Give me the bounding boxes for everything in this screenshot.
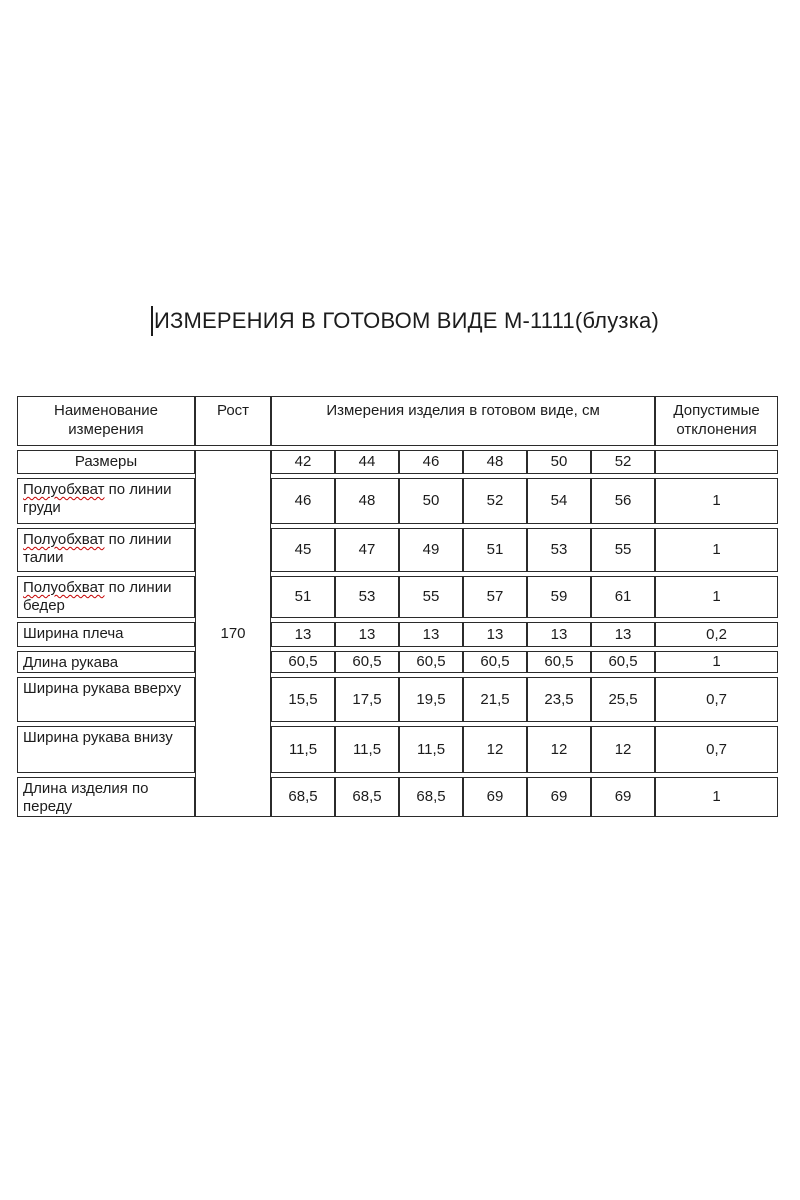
size-value-cell[interactable]: 21,5 bbox=[463, 677, 527, 722]
col-header-measurement-name[interactable]: Наименование измерения bbox=[17, 396, 195, 446]
size-value-cell[interactable]: 12 bbox=[463, 726, 527, 773]
size-value-cell[interactable]: 60,5 bbox=[399, 651, 463, 673]
size-value-cell[interactable]: 69 bbox=[463, 777, 527, 817]
tolerance-cell[interactable]: 0,2 bbox=[655, 622, 778, 647]
tolerance-cell[interactable]: 1 bbox=[655, 528, 778, 572]
size-value-cell[interactable]: 61 bbox=[591, 576, 655, 618]
size-value-cell[interactable]: 25,5 bbox=[591, 677, 655, 722]
size-value-cell[interactable]: 13 bbox=[463, 622, 527, 647]
size-value-cell[interactable]: 13 bbox=[271, 622, 335, 647]
size-value-cell[interactable]: 17,5 bbox=[335, 677, 399, 722]
measurement-label-text: Ширина рукава внизу bbox=[23, 729, 173, 746]
page-title[interactable]: ИЗМЕРЕНИЯ В ГОТОВОМ ВИДЕ М-1111(блузка) bbox=[154, 308, 659, 333]
tolerance-cell[interactable]: 0,7 bbox=[655, 677, 778, 722]
size-value-cell[interactable]: 15,5 bbox=[271, 677, 335, 722]
size-value-cell[interactable]: 45 bbox=[271, 528, 335, 572]
measurement-label-text: по линии бедер bbox=[23, 579, 172, 614]
measurement-label[interactable] bbox=[17, 777, 195, 817]
size-value-cell[interactable]: 60,5 bbox=[463, 651, 527, 673]
size-value-cell[interactable]: 52 bbox=[463, 478, 527, 524]
size-value-cell[interactable]: 60,5 bbox=[591, 651, 655, 673]
table-row bbox=[17, 777, 778, 817]
size-value-cell[interactable]: 50 bbox=[399, 478, 463, 524]
size-value-cell[interactable]: 48 bbox=[335, 478, 399, 524]
size-value-cell[interactable]: 12 bbox=[527, 726, 591, 773]
measurement-label-text: Ширина рукава вверху bbox=[23, 680, 182, 697]
table-row bbox=[17, 651, 778, 673]
size-value-cell[interactable]: 49 bbox=[399, 528, 463, 572]
size-value-cell[interactable]: 46 bbox=[271, 478, 335, 524]
size-value-cell[interactable]: 11,5 bbox=[335, 726, 399, 773]
size-value-cell[interactable]: 51 bbox=[463, 528, 527, 572]
measurement-label[interactable] bbox=[17, 528, 195, 572]
size-value-cell[interactable]: 55 bbox=[591, 528, 655, 572]
table-row bbox=[17, 622, 778, 647]
size-value-cell[interactable]: 53 bbox=[527, 528, 591, 572]
size-value-cell[interactable]: 11,5 bbox=[399, 726, 463, 773]
sizes-row-label[interactable]: Размеры bbox=[17, 450, 195, 474]
table-row bbox=[17, 478, 778, 524]
size-value-cell[interactable]: 13 bbox=[335, 622, 399, 647]
size-value-cell[interactable]: 19,5 bbox=[399, 677, 463, 722]
size-value-cell[interactable]: 23,5 bbox=[527, 677, 591, 722]
table-row bbox=[17, 677, 778, 722]
measurement-label-text: по линии талии bbox=[23, 531, 172, 566]
col-header-height[interactable]: Рост bbox=[195, 396, 271, 446]
document-title-line bbox=[151, 306, 659, 336]
measurements-table bbox=[17, 392, 778, 821]
size-value-cell[interactable]: 13 bbox=[527, 622, 591, 647]
measurement-label[interactable] bbox=[17, 677, 195, 722]
size-value-cell[interactable]: 51 bbox=[271, 576, 335, 618]
size-value-cell[interactable]: 68,5 bbox=[271, 777, 335, 817]
table-row bbox=[17, 726, 778, 773]
size-value-cell[interactable]: 54 bbox=[527, 478, 591, 524]
measurement-label-text: по линии груди bbox=[23, 481, 172, 516]
tolerance-cell[interactable]: 0,7 bbox=[655, 726, 778, 773]
size-value-cell[interactable]: 57 bbox=[463, 576, 527, 618]
spellcheck-flagged-word: Полуобхват bbox=[23, 579, 105, 596]
measurement-label[interactable] bbox=[17, 622, 195, 647]
tolerance-cell[interactable]: 1 bbox=[655, 777, 778, 817]
size-value-cell[interactable]: 48 bbox=[463, 450, 527, 474]
size-value-cell[interactable]: 50 bbox=[527, 450, 591, 474]
size-value-cell[interactable]: 11,5 bbox=[271, 726, 335, 773]
size-value-cell[interactable]: 60,5 bbox=[271, 651, 335, 673]
size-value-cell[interactable]: 69 bbox=[527, 777, 591, 817]
measurement-label-text: Длина изделия по переду bbox=[23, 780, 149, 815]
tolerance-cell-empty[interactable] bbox=[655, 450, 778, 474]
measurement-label[interactable] bbox=[17, 478, 195, 524]
measurement-label[interactable] bbox=[17, 576, 195, 618]
table-header-row bbox=[17, 396, 778, 446]
size-value-cell[interactable]: 12 bbox=[591, 726, 655, 773]
table-row bbox=[17, 576, 778, 618]
spellcheck-flagged-word: Полуобхват bbox=[23, 531, 105, 548]
size-value-cell[interactable]: 53 bbox=[335, 576, 399, 618]
size-value-cell[interactable]: 60,5 bbox=[335, 651, 399, 673]
tolerance-cell[interactable]: 1 bbox=[655, 651, 778, 673]
table-row bbox=[17, 528, 778, 572]
size-value-cell[interactable]: 13 bbox=[399, 622, 463, 647]
size-value-cell[interactable]: 56 bbox=[591, 478, 655, 524]
measurement-label[interactable] bbox=[17, 726, 195, 773]
height-value-cell[interactable]: 170 bbox=[195, 450, 271, 817]
size-value-cell[interactable]: 52 bbox=[591, 450, 655, 474]
col-header-finished-measurements[interactable]: Измерения изделия в готовом виде, см bbox=[271, 396, 655, 446]
size-value-cell[interactable]: 68,5 bbox=[335, 777, 399, 817]
sizes-row bbox=[17, 450, 778, 474]
spellcheck-flagged-word: Полуобхват bbox=[23, 481, 105, 498]
size-value-cell[interactable]: 47 bbox=[335, 528, 399, 572]
size-value-cell[interactable]: 60,5 bbox=[527, 651, 591, 673]
measurement-label-text: Длина рукава bbox=[23, 654, 119, 671]
measurement-label-text: Ширина плеча bbox=[23, 625, 124, 642]
size-value-cell[interactable]: 42 bbox=[271, 450, 335, 474]
text-cursor bbox=[151, 306, 153, 336]
tolerance-cell[interactable]: 1 bbox=[655, 478, 778, 524]
size-value-cell[interactable]: 13 bbox=[591, 622, 655, 647]
size-value-cell[interactable]: 59 bbox=[527, 576, 591, 618]
size-value-cell[interactable]: 69 bbox=[591, 777, 655, 817]
tolerance-cell[interactable]: 1 bbox=[655, 576, 778, 618]
size-value-cell[interactable]: 46 bbox=[399, 450, 463, 474]
col-header-tolerance[interactable]: Допустимые отклонения bbox=[655, 396, 778, 446]
size-value-cell[interactable]: 68,5 bbox=[399, 777, 463, 817]
size-value-cell[interactable]: 44 bbox=[335, 450, 399, 474]
measurement-label[interactable] bbox=[17, 651, 195, 673]
size-value-cell[interactable]: 55 bbox=[399, 576, 463, 618]
